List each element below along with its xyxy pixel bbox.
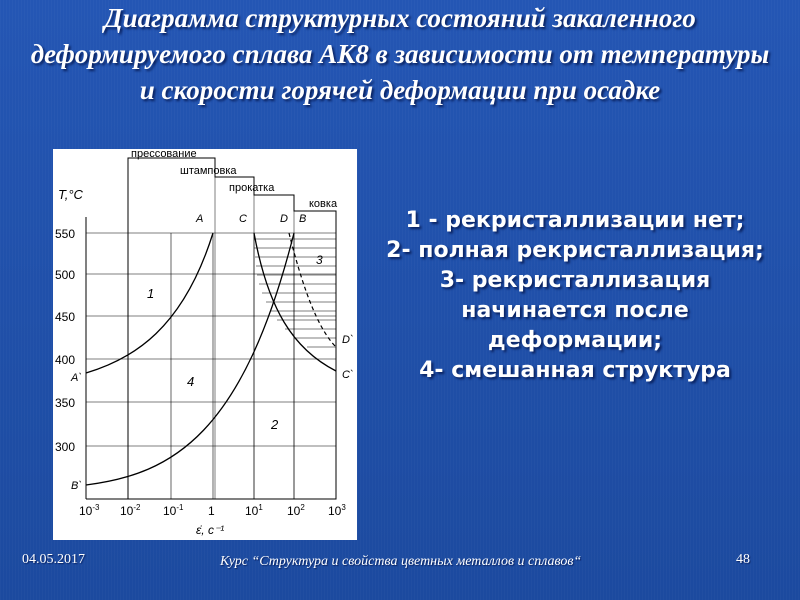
legend-item-2: 2- полная рекристаллизация; (386, 238, 764, 263)
structure-diagram (53, 149, 357, 540)
x-tick-labels (79, 503, 346, 518)
y-tick-label: 400 (55, 353, 76, 367)
x-axis-label: ε̇, c⁻¹ (196, 523, 225, 537)
y-tick-label: 450 (55, 310, 76, 324)
legend-block (375, 206, 775, 386)
x-tick-label: $10^1$ (245, 503, 263, 518)
footer-course: Курс “Структура и свойства цветных металлов и сплавов“ (220, 554, 582, 569)
curve-label-B-prime: B` (71, 480, 82, 492)
region-label-2: 2 (271, 417, 279, 432)
curve-label-D: D (280, 213, 288, 225)
x-tick-label: $10^2$ (287, 503, 305, 518)
legend-item-3: 3- рекристаллизация начинается после деформации; (439, 268, 711, 353)
horizontal-gridlines (86, 233, 336, 446)
curve-label-A: A (196, 213, 204, 225)
process-label-forging: ковка (309, 198, 338, 210)
slide-title: Диаграмма структурных состояний закаленного деформируемого сплава АК8 в зависимости от температуры и скорости горячей деформации при осадке (30, 3, 770, 105)
curve-label-D-prime: D` (342, 334, 354, 346)
curve-label-A-prime: A` (71, 372, 82, 384)
region-label-3: 3 (316, 253, 323, 267)
curve-D-D-prime (289, 233, 336, 347)
process-label-stamping: штамповка (180, 165, 237, 177)
vertical-gridlines (128, 233, 294, 499)
curve-label-C: C (239, 213, 247, 225)
curve-label-B: B (299, 213, 307, 225)
process-label-rolling: прокатка (229, 182, 275, 194)
y-axis-label: T,°C (58, 187, 83, 202)
y-tick-label: 550 (55, 227, 76, 241)
footer-date: 04.05.2017 (22, 552, 85, 567)
x-tick-label: $10^3$ (328, 503, 346, 518)
region-label-4: 4 (187, 374, 195, 389)
region-label-1: 1 (147, 286, 155, 301)
process-label-pressing: прессование (131, 149, 197, 160)
process-bands-outline (128, 158, 336, 499)
y-tick-label: 500 (55, 268, 76, 282)
y-tick-label: 350 (55, 396, 76, 410)
x-tick-label: 1 (208, 504, 215, 518)
footer-page-number: 48 (736, 552, 750, 567)
x-tick-label: $10^{-1}$ (163, 503, 184, 518)
curve-label-C-prime: C` (342, 369, 354, 381)
diagram-svg (53, 149, 357, 540)
x-tick-label: $10^{-3}$ (79, 503, 100, 518)
legend-item-1: 1 - рекристаллизации нет; (405, 208, 745, 233)
curve-A-A-prime (86, 233, 213, 373)
y-tick-label: 300 (55, 440, 76, 454)
legend-item-4: 4- смешанная структура (419, 358, 731, 383)
x-tick-label: $10^{-2}$ (120, 503, 141, 518)
